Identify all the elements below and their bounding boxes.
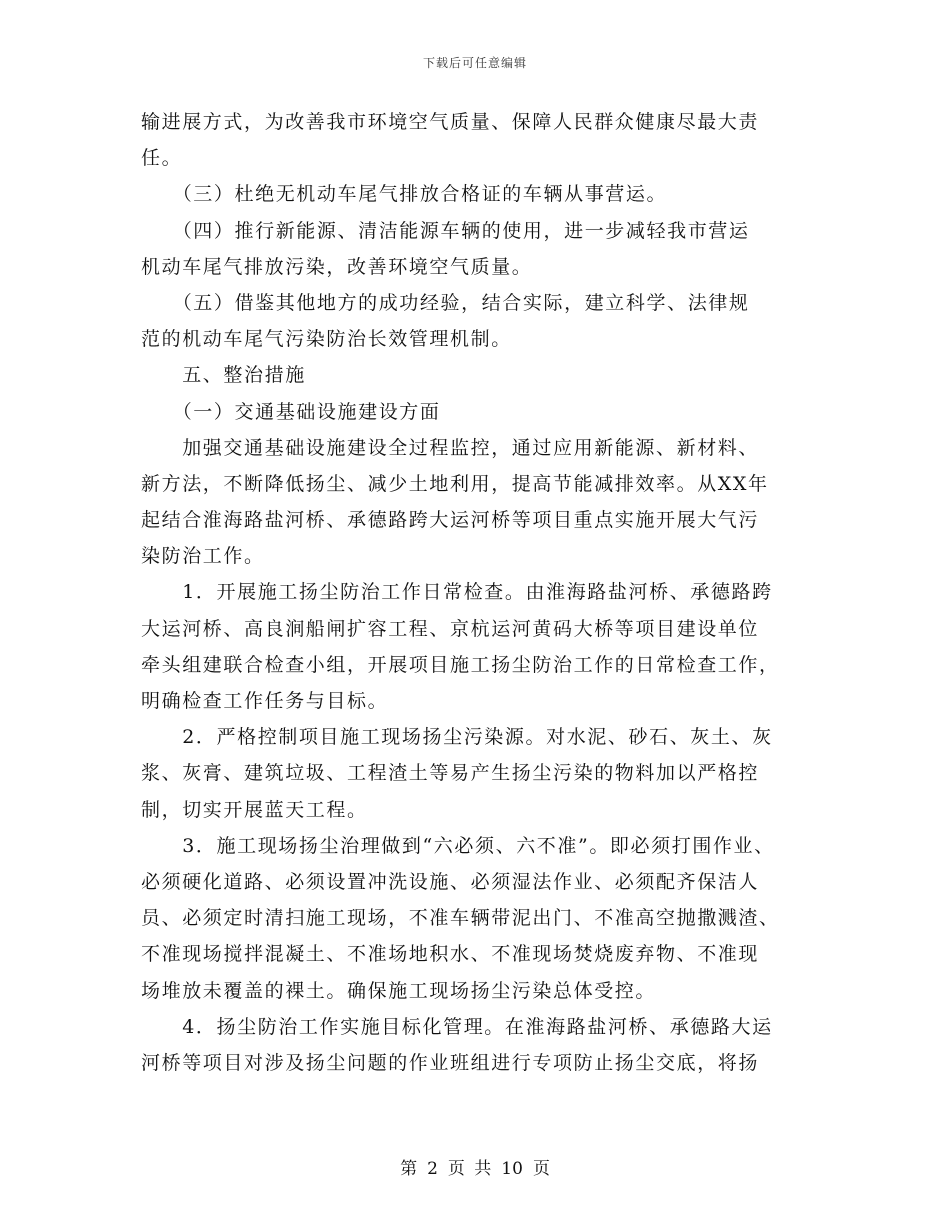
text-line: 员、必须定时清扫施工现场，不准车辆带泥出门、不准高空抛撒溅渣、 xyxy=(141,907,780,930)
text-line: 不准现场搅拌混凝土、不准场地积水、不准现场焚烧废弃物、不准现 xyxy=(141,943,760,966)
text-line: 起结合淮海路盐河桥、承德路跨大运河桥等项目重点实施开展大气污 xyxy=(141,509,760,532)
text-line: 明确检查工作任务与目标。 xyxy=(141,690,389,712)
page-header: 下载后可任意编辑 xyxy=(422,56,527,70)
text-line: （三）杜绝无机动车尾气排放合格证的车辆从事营运。 xyxy=(141,183,668,206)
text-line: 4．扬尘防治工作实施目标化管理。在淮海路盐河桥、承德路大运 xyxy=(141,1015,773,1038)
footer-suffix: 页 xyxy=(532,1159,550,1179)
text-line: （五）借鉴其他地方的成功经验，结合实际，建立科学、法律规 xyxy=(141,291,750,314)
text-line: 2．严格控制项目施工现场扬尘污染源。对水泥、砂石、灰土、灰 xyxy=(141,726,773,749)
text-line: 任。 xyxy=(141,147,183,170)
text-line: 新方法，不断降低扬尘、减少土地利用，提高节能减排效率。从XX年 xyxy=(141,472,769,495)
text-line: 制，切实开展蓝天工程。 xyxy=(141,798,368,821)
page-footer xyxy=(0,1154,950,1179)
section-heading: 五、整治措施 xyxy=(141,364,306,387)
footer-middle: 页 共 xyxy=(447,1159,492,1179)
text-line: 浆、灰膏、建筑垃圾、工程渣土等易产生扬尘污染的物料加以严格控 xyxy=(141,762,760,785)
text-line: 牵头组建联合检查小组，开展项目施工扬尘防治工作的日常检查工作， xyxy=(141,653,780,676)
subsection-heading: （一）交通基础设施建设方面 xyxy=(141,400,441,423)
text-line: 3．施工现场扬尘治理做到“六必须、六不准”。即必须打围作业、 xyxy=(141,834,775,857)
text-line: 1．开展施工扬尘防治工作日常检查。由淮海路盐河桥、承德路跨 xyxy=(141,581,773,604)
current-page-number: 2 xyxy=(427,1159,438,1179)
footer-prefix: 第 xyxy=(400,1159,418,1179)
text-line: 大运河桥、高良涧船闸扩容工程、京杭运河黄码大桥等项目建设单位 xyxy=(141,617,760,640)
text-line: 加强交通基础设施建设全过程监控，通过应用新能源、新材料、 xyxy=(141,436,760,459)
text-line: 机动车尾气排放污染，改善环境空气质量。 xyxy=(141,255,533,278)
document-body xyxy=(141,104,821,1081)
text-line: 场堆放未覆盖的裸土。确保施工现场扬尘污染总体受控。 xyxy=(141,979,657,1002)
text-line: 输进展方式，为改善我市环境空气质量、保障人民群众健康尽最大责 xyxy=(141,111,760,133)
text-line: 范的机动车尾气污染防治长效管理机制。 xyxy=(141,328,512,351)
text-line: 河桥等项目对涉及扬尘问题的作业班组进行专项防止扬尘交底，将扬 xyxy=(141,1051,760,1074)
total-page-count: 10 xyxy=(501,1159,523,1179)
text-line: 染防治工作。 xyxy=(141,545,265,568)
text-line: （四）推行新能源、清洁能源车辆的使用，进一步减轻我市营运 xyxy=(141,219,750,242)
text-line: 必须硬化道路、必须设置冲洗设施、必须湿法作业、必须配齐保洁人 xyxy=(141,870,760,893)
